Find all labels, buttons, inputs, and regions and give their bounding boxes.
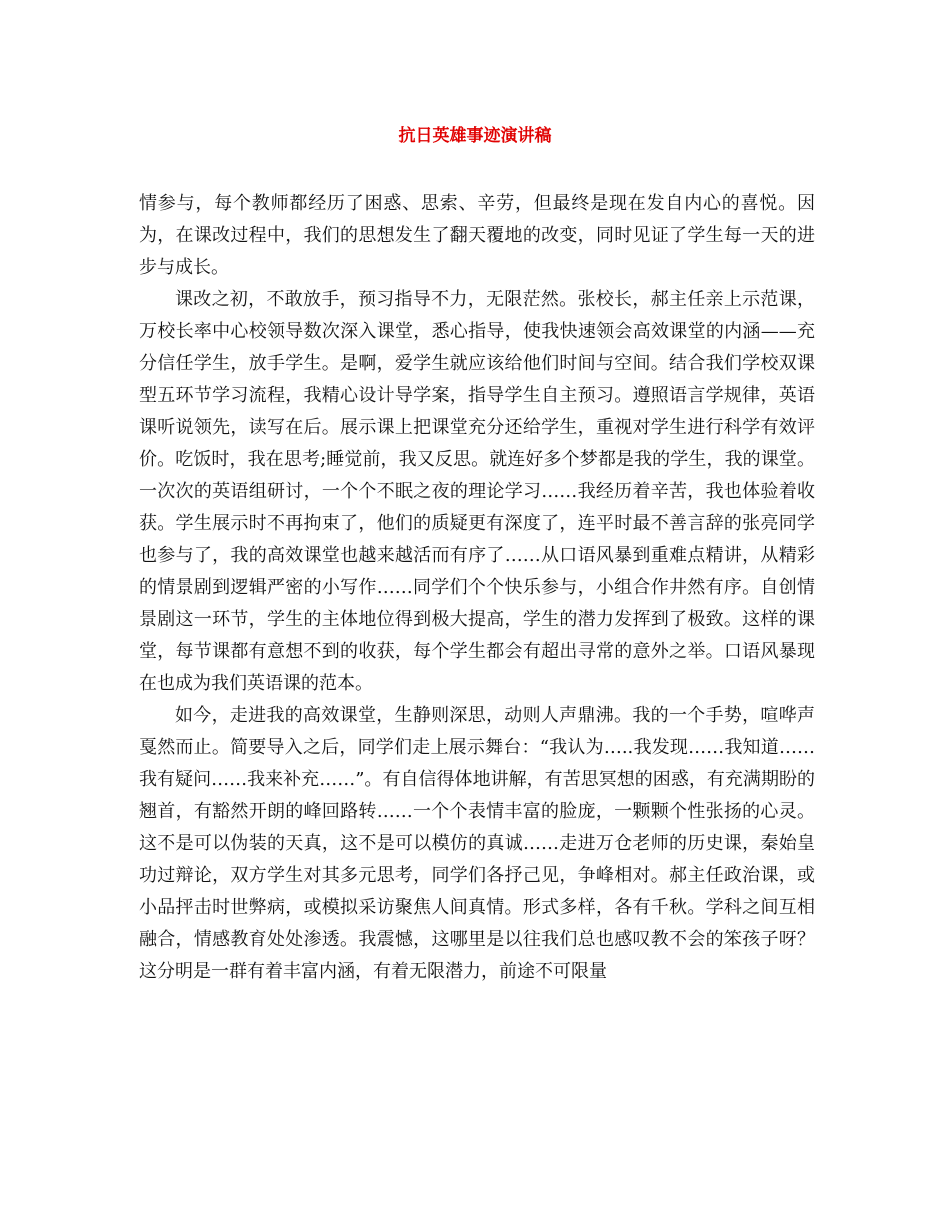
paragraph-1: 情参与，每个教师都经历了困惑、思索、辛劳，但最终是现在发自内心的喜悦。因为，在课改过程中，我们的思想发生了翻天覆地的改变，同时见证了学生每一天的进步与成长。 <box>139 193 815 278</box>
paragraph-3: 如今，走进我的高效课堂，生静则深思，动则人声鼎沸。我的一个手势，喧哗声戛然而止。简要导入之后，同学们走上展示舞台：“我认为…..我发现……我知道……我有疑问……我来补充……”。有自信得体地讲解，有苦思冥想的困惑，有充满期盼的翘首，有豁然开朗的峰回路转……一个个表情丰富的脸庞，一颗颗个性张扬的心灵。这不是可以伪装的天真，这不是可以模仿的真诚……走进万仓老师的历史课，秦始皇功过辩论，双方学生对其多元思考，同学们各抒己见，争峰相对。郝主任政治课，或小品抨击时世弊病，或模拟采访聚焦人间真情。形式多样，各有千秋。学科之间互相融合，情感教育处处渗透。我震憾，这哪里是以往我们总也感叹教不会的笨孩子呀？这分明是一群有着丰富内涵，有着无限潜力，前途不可限量 <box>139 705 815 982</box>
paragraph-2: 课改之初，不敢放手，预习指导不力，无限茫然。张校长，郝主任亲上示范课，万校长率中心校领导数次深入课堂，悉心指导，使我快速领会高效课堂的内涵——充分信任学生，放手学生。是啊，爱学生就应该给他们时间与空间。结合我们学校双课型五环节学习流程，我精心设计导学案，指导学生自主预习。遵照语言学规律，英语课听说领先，读写在后。展示课上把课堂充分还给学生，重视对学生进行科学有效评价。吃饭时，我在思考;睡觉前，我又反思。就连好多个梦都是我的学生，我的课堂。一次次的英语组研讨，一个个不眠之夜的理论学习……我经历着辛苦，我也体验着收获。学生展示时不再拘束了，他们的质疑更有深度了，连平时最不善言辞的张亮同学也参与了，我的高效课堂也越来越活而有序了……从口语风暴到重难点精讲，从精彩的情景剧到逻辑严密的小写作……同学们个个快乐参与，小组合作井然有序。自创情景剧这一环节，学生的主体地位得到极大提高，学生的潜力发挥到了极致。这样的课堂，每节课都有意想不到的收获，每个学生都会有超出寻常的意外之举。口语风暴现在也成为我们英语课的范本。 <box>139 289 815 694</box>
document-title: 抗日英雄事迹演讲稿 <box>398 126 552 146</box>
document-body <box>139 188 815 988</box>
